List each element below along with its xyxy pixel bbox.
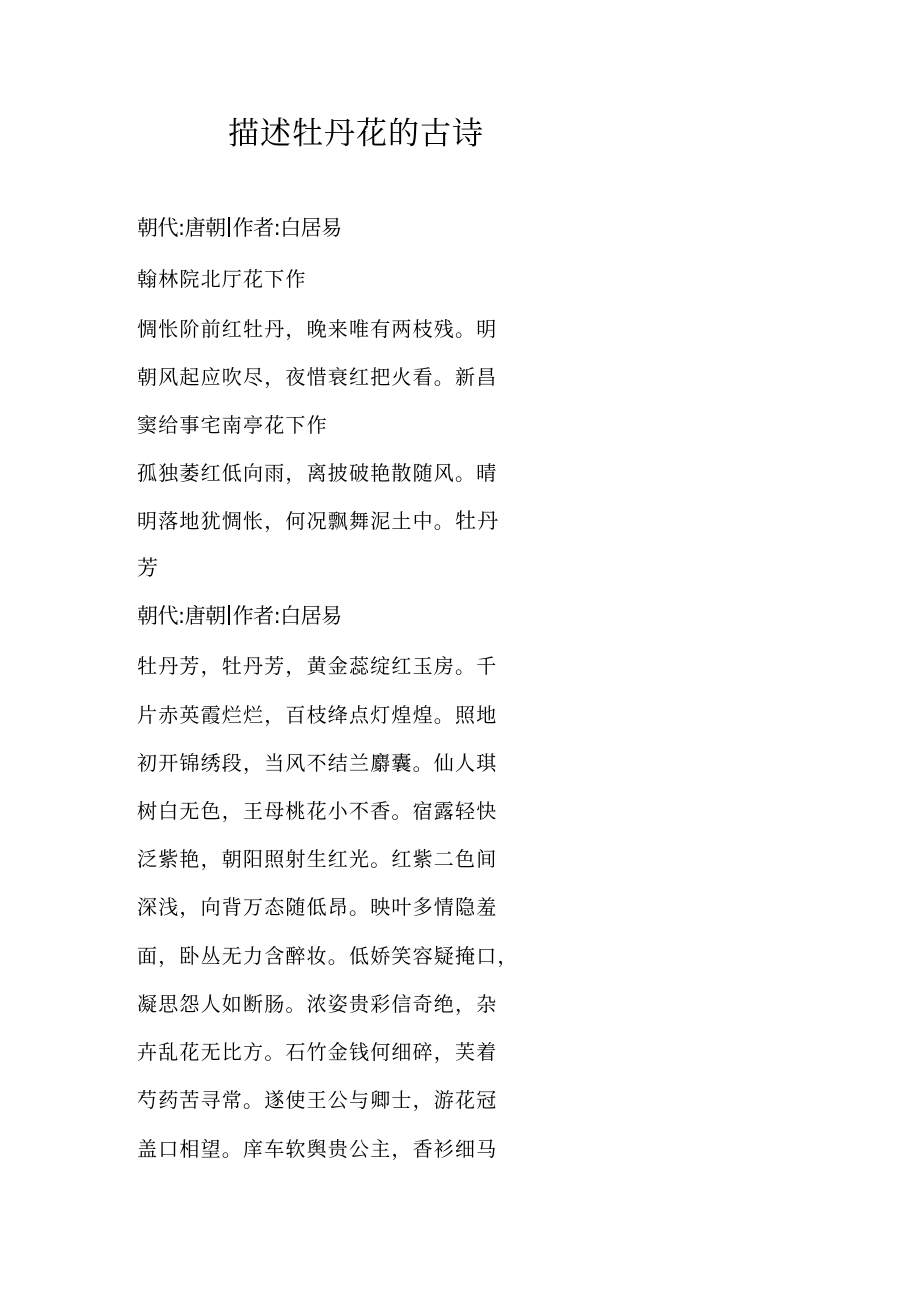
dynasty-label: 朝代:唐朝 [137,604,226,628]
poem-line: 片赤英霞烂烂，百枝绛点灯煌煌。照地 [137,703,498,727]
poem-line: 孤独萎红低向雨，离披破艳散随风。晴 [137,461,498,485]
poem-line: 朝风起应吹尽，夜惜衰红把火看。新昌 [137,365,498,389]
poem-line: 初开锦绣段，当风不结兰麝囊。仙人琪 [137,751,498,775]
dynasty-label: 朝代:唐朝 [137,216,226,240]
poem-line: 泛紫艳，朝阳照射生红光。红紫二色间 [137,847,498,871]
author-meta-line [137,600,342,630]
separator-bar [228,605,230,625]
poem-subtitle: 翰林院北厅花下作 [137,267,307,291]
poem-line [137,505,499,535]
document-title: 描述牡丹花的古诗 [228,116,484,152]
next-poem-title-start: 牡丹 [455,509,500,533]
poem-line: 盖口相望。庠车软舆贵公主，香衫细马 [137,1137,498,1161]
author-meta-line [137,212,342,242]
poem-line: 树白无色，王母桃花小不香。宿露轻快 [137,799,498,823]
author-label: 作者:白居易 [232,216,342,240]
author-label: 作者:白居易 [232,604,342,628]
separator-bar [228,217,230,237]
poem-line: 深浅，向背万态随低昂。映叶多情隐羞 [137,895,498,919]
next-poem-title-end: 芳 [137,556,160,580]
poem-line: 惆怅阶前红牡丹，晚来唯有两枝残。明 [137,317,498,341]
poem-line: 芍药苦寻常。遂使王公与卿士，游花冠 [137,1088,498,1112]
poem-line: 凝思怨人如断肠。浓姿贵彩信奇绝，杂 [137,992,498,1016]
poem-line: 面，卧丛无力含醉妆。低娇笑容疑掩口， [137,944,519,968]
poem-line: 卉乱花无比方。石竹金钱何细碎，芙着 [137,1040,498,1064]
poem-subtitle: 窦给事宅南亭花下作 [137,413,328,437]
poem-line-text: 明落地犹惆怅，何况飘舞泥土中。 [137,509,455,533]
poem-line: 牡丹芳，牡丹芳，黄金蕊绽红玉房。千 [137,654,498,678]
